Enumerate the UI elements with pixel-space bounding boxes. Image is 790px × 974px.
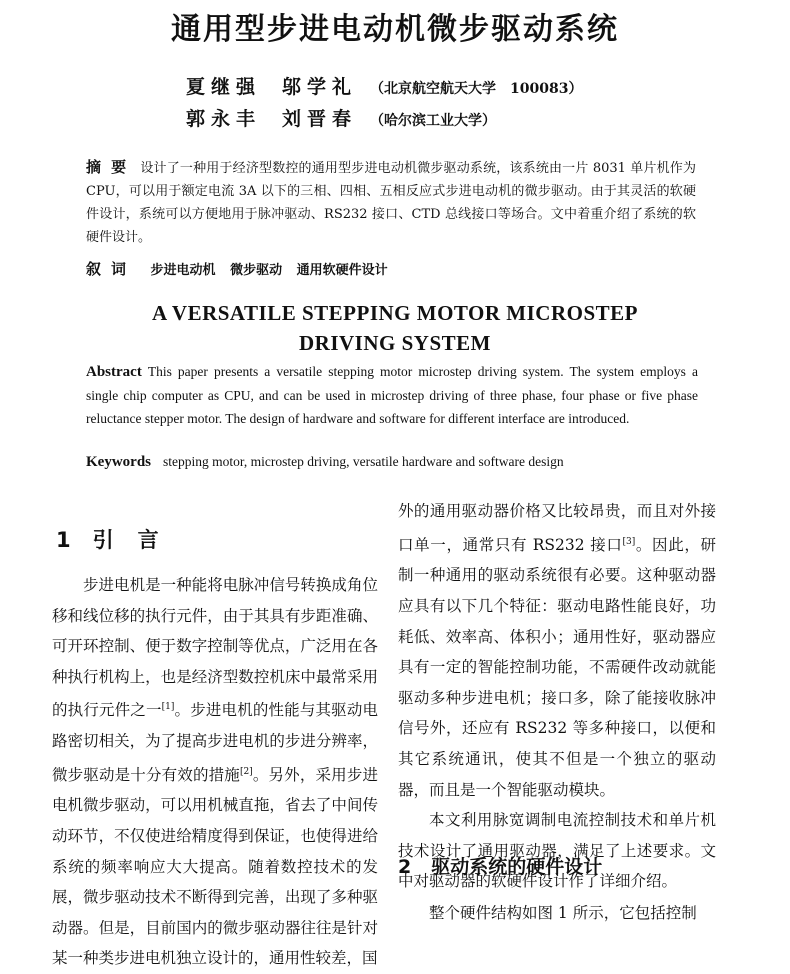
text-run: 。另外，采用步进电机微步驱动，可以用机械直拖，省去了中间传动环节，不仅使进给精度得到保证，也使得进给系统的频率响应大大提高。随着数控技术的发展，微步驱动技术不断得到完善，出现了多种驱动器。但是，目前国内的微步驱动器往往是针对某一种类步进电机独立设计的，通用性较差，国 <box>52 765 378 968</box>
author-name: 夏继强 <box>186 76 262 98</box>
keywords-cn <box>86 258 398 279</box>
author-name: 刘晋春 <box>282 108 358 130</box>
abstract-en-text: This paper presents a versatile stepping motor microstep driving system. The system employs a single chip computer as CPU, and can be used in microstep driving of three phase, four phase or five phase reluctance stepper motor. The design of hardware and software for different interface are introduced. <box>86 364 698 426</box>
keyword-cn: 步进电动机 <box>150 263 216 278</box>
author-row <box>186 104 582 136</box>
keywords-en-label: Keywords <box>86 454 151 470</box>
keywords-en-text: stepping motor, microstep driving, versatile hardware and software design <box>163 454 564 469</box>
abstract-cn-text: 设计了一种用于经济型数控的通用型步进电动机微步驱动系统，该系统由一片 8031 单片机作为 CPU，可以用于额定电流 3A 以下的三相、四相、五相反应式步进电动机的微步驱动。由于其灵活的软硬件设计，系统可以方便地用于脉冲驱动、RS232 接口、CTD 总线接口等场合。文中着重介绍了系统的软硬件设计。 <box>86 161 696 245</box>
english-title-line: A VERSATILE STEPPING MOTOR MICROSTEP <box>152 301 638 325</box>
section-1-heading <box>56 524 183 554</box>
author-name: 郭永丰 <box>186 108 262 130</box>
paragraph: 本文利用脉宽调制电流控制技术和单片机技术设计了通用驱动器，满足了上述要求。文中对驱动器的软硬件设计作了详细介绍。 <box>398 811 716 891</box>
section-number: 2 <box>398 856 412 878</box>
english-title-line: DRIVING SYSTEM <box>299 331 491 355</box>
english-title <box>0 298 790 358</box>
author-row <box>186 72 582 104</box>
left-column <box>52 570 378 974</box>
right-column <box>398 496 716 897</box>
abstract-en-label: Abstract <box>86 364 142 380</box>
text-run: 。步进电机的性能与其驱动电路密切相关，为了提高步进电机的步进分辨率，微步驱动是十分有效的措施 <box>52 701 378 784</box>
citation: [3] <box>622 536 636 547</box>
keyword-cn: 微步驱动 <box>230 263 283 278</box>
section-2-heading <box>398 852 602 879</box>
citation: [1] <box>161 702 175 713</box>
citation: [2] <box>239 766 253 777</box>
abstract-cn-label: 摘要 <box>86 158 137 176</box>
author-name: 邬学礼 <box>282 76 358 98</box>
text-run: 外的通用驱动器价格又比较昂贵，而且对外接口单一，通常只有 RS232 接口 <box>398 502 716 554</box>
affiliation: （哈尔滨工业大学） <box>370 113 496 129</box>
abstract-cn <box>86 156 696 249</box>
paragraph <box>398 496 716 805</box>
paper-title: 通用型步进电动机微步驱动系统 <box>171 12 619 47</box>
paragraph <box>52 570 378 974</box>
keywords-cn-label: 叙词 <box>86 260 137 278</box>
text-run: 。因此，研制一种通用的驱动系统很有必要。这种驱动器应具有以下几个特征：驱动电路性能良好，功耗低、效率高、体积小；通用性好，驱动器应具有一定的智能控制功能，不需硬件改动就能驱动多种步进电机；接口多，除了能接收脉冲信号外，还应有 RS232 等多种接口，以便和其它系统通讯，使其不但是一个独立的驱动器，而且是一个智能驱动模块。 <box>398 535 716 799</box>
keywords-en <box>86 454 564 471</box>
section-number: 1 <box>56 528 71 552</box>
abstract-en <box>86 360 698 430</box>
text-run: 步进电机是一种能将电脉冲信号转换成角位移和线位移的执行元件，由于其具有步距准确、可开环控制、便于数字控制等优点，广泛用在各种执行机构上，也是经济型数控机床中最常采用的执行元件之一 <box>52 576 378 720</box>
keyword-cn: 通用软硬件设计 <box>296 263 388 278</box>
paragraph: 整个硬件结构如图 1 所示，它包括控制 <box>429 904 697 922</box>
author-block <box>186 72 582 136</box>
section-title: 驱动系统的硬件设计 <box>431 856 603 878</box>
section-title: 引言 <box>92 528 183 552</box>
affiliation: （北京航空航天大学 100083） <box>370 81 583 97</box>
